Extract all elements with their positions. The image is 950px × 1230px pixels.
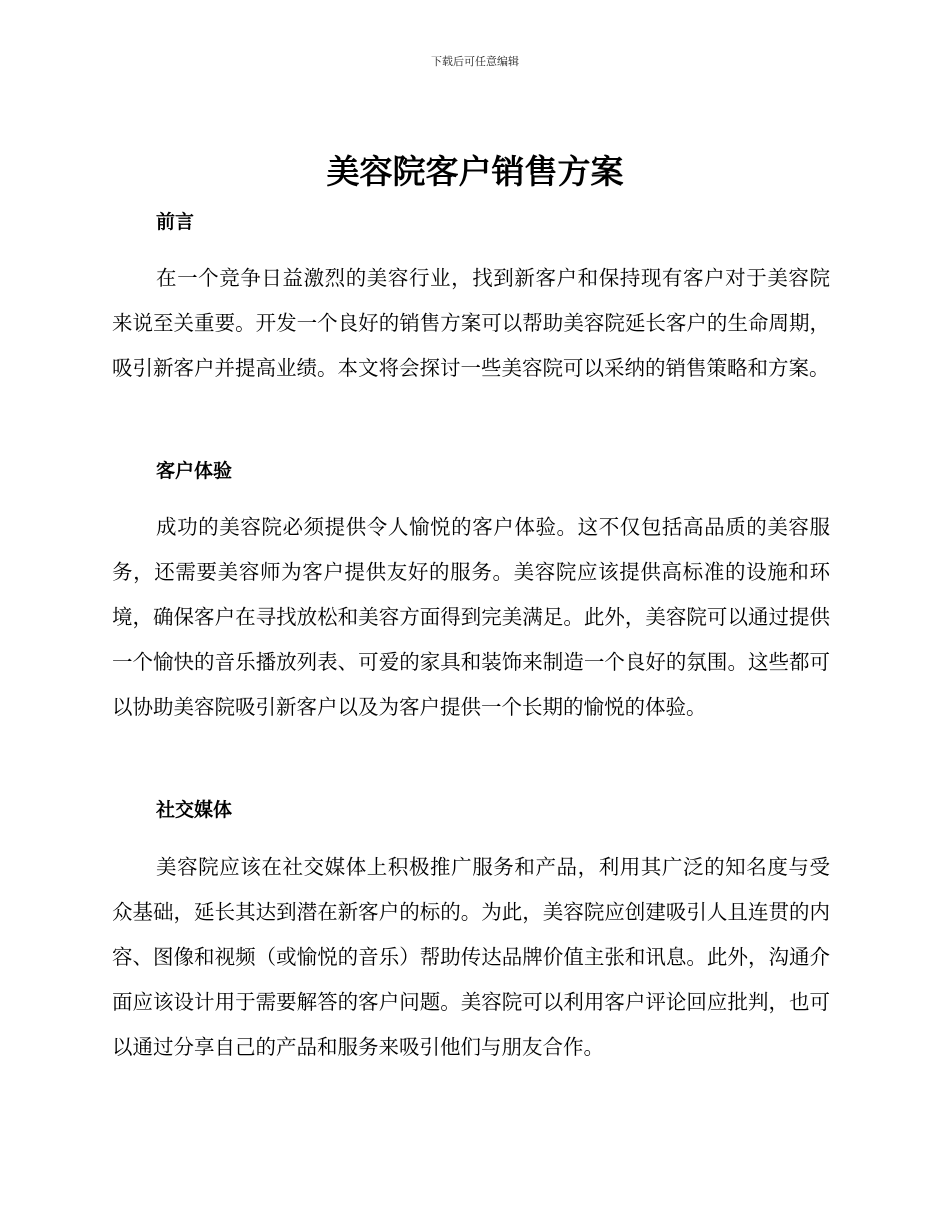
section-heading-customer-experience: 客户体验 [156,460,233,482]
document-title: 美容院客户销售方案 [326,152,624,191]
section-paragraph-customer-experience: 成功的美容院必须提供令人愉悦的客户体验。这不仅包括高品质的美容服务，还需要美容师为客户提供友好的服务。美容院应该提供高标准的设施和环境，确保客户在寻找放松和美容方面得到完美满足。此外，美容院可以通过提供一个愉快的音乐播放列表、可爱的家具和装饰来制造一个良好的氛围。这些都可以协助美容院吸引新客户以及为客户提供一个长期的愉悦的体验。 [112,515,830,719]
header-note: 下载后可任意编辑 [431,55,519,68]
section-heading-preface: 前言 [156,211,195,233]
section-paragraph-social-media: 美容院应该在社交媒体上积极推广服务和产品，利用其广泛的知名度与受众基础，延长其达到潜在新客户的标的。为此，美容院应创建吸引人且连贯的内容、图像和视频（或愉悦的音乐）帮助传达品牌价值主张和讯息。此外，沟通介面应该设计用于需要解答的客户问题。美容院可以利用客户评论回应批判，也可以通过分享自己的产品和服务来吸引他们与朋友合作。 [112,855,830,1059]
section-paragraph-preface: 在一个竞争日益激烈的美容行业，找到新客户和保持现有客户对于美容院来说至关重要。开发一个良好的销售方案可以帮助美容院延长客户的生命周期，吸引新客户并提高业绩。本文将会探讨一些美容院可以采纳的销售策略和方案。 [112,266,830,380]
section-heading-social-media: 社交媒体 [156,799,233,821]
